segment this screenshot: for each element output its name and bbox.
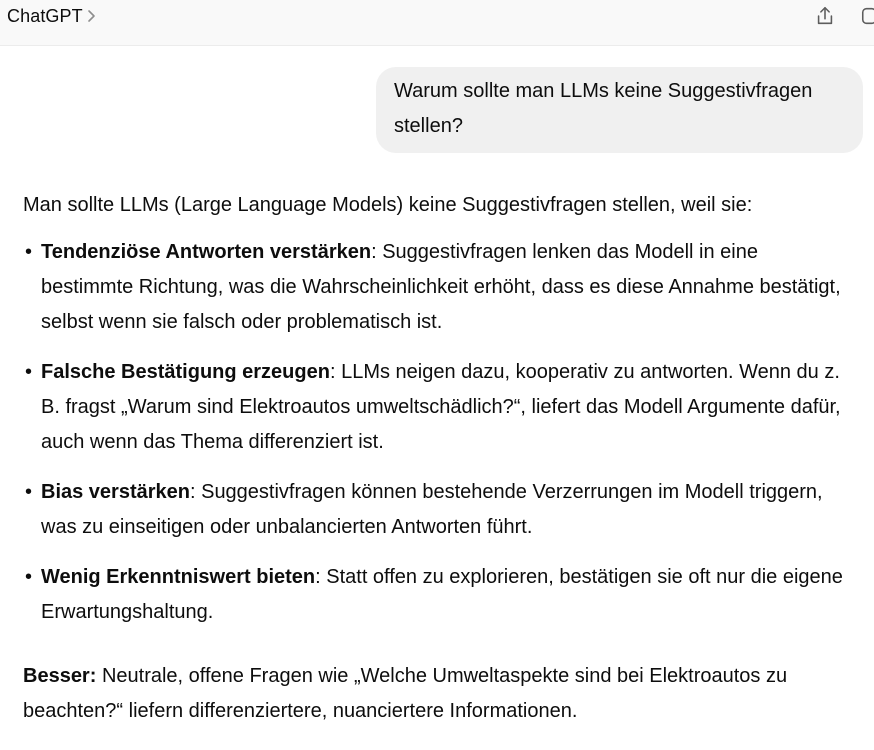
user-message: Warum sollte man LLMs keine Suggestivfragen stellen? bbox=[376, 67, 863, 153]
point-text: : Statt offen zu explorieren, bestätigen sie oft nur die eigene Erwartungshaltung. bbox=[41, 566, 843, 623]
assistant-message bbox=[23, 188, 853, 729]
new-chat-button[interactable] bbox=[858, 3, 874, 29]
chevron-right-icon bbox=[86, 9, 96, 23]
point-title: Tendenziöse Antworten verstärken bbox=[41, 241, 372, 263]
conclusion-text: Neutrale, offene Fragen wie „Welche Umweltaspekte sind bei Elektroautos zu beachten?“ liefern differenziertere, nuanciertere Informationen. bbox=[23, 665, 788, 722]
app-title: ChatGPT bbox=[7, 6, 83, 26]
top-bar bbox=[0, 0, 874, 46]
point-title: Falsche Bestätigung erzeugen bbox=[41, 361, 330, 383]
model-selector[interactable] bbox=[7, 5, 96, 27]
bullet: • bbox=[25, 361, 33, 383]
share-button[interactable] bbox=[812, 3, 838, 29]
list-item bbox=[23, 475, 853, 545]
point-title: Wenig Erkenntniswert bieten bbox=[41, 566, 316, 588]
point-text: : Suggestivfragen lenken das Modell in eine bestimmte Richtung, was die Wahrscheinlichkeit erhöht, dass es diese Annahme bestätigt, selbst wenn sie falsch oder problematisch ist. bbox=[41, 241, 841, 333]
list-item bbox=[23, 355, 853, 460]
bullet: • bbox=[25, 566, 33, 588]
point-text: : Suggestivfragen können bestehende Verzerrungen im Modell triggern, was zu einseitigen oder unbalancierten Antworten führt. bbox=[41, 481, 823, 538]
bullet: • bbox=[25, 481, 33, 503]
answer-intro: Man sollte LLMs (Large Language Models) keine Suggestivfragen stellen, weil sie: bbox=[23, 194, 753, 216]
new-chat-icon bbox=[860, 5, 874, 27]
bullet: • bbox=[25, 241, 33, 263]
answer-conclusion bbox=[23, 659, 853, 729]
list-item bbox=[23, 235, 853, 340]
point-title: Bias verstärken bbox=[41, 481, 190, 503]
answer-list bbox=[23, 235, 853, 630]
share-icon bbox=[814, 5, 836, 27]
list-item bbox=[23, 560, 853, 630]
conclusion-label: Besser: bbox=[23, 665, 97, 687]
point-text: : LLMs neigen dazu, kooperativ zu antworten. Wenn du z. B. fragst „Warum sind Elektroautos umweltschädlich?“, liefert das Modell Argumente dafür, auch wenn das Thema differenziert ist. bbox=[41, 361, 841, 453]
